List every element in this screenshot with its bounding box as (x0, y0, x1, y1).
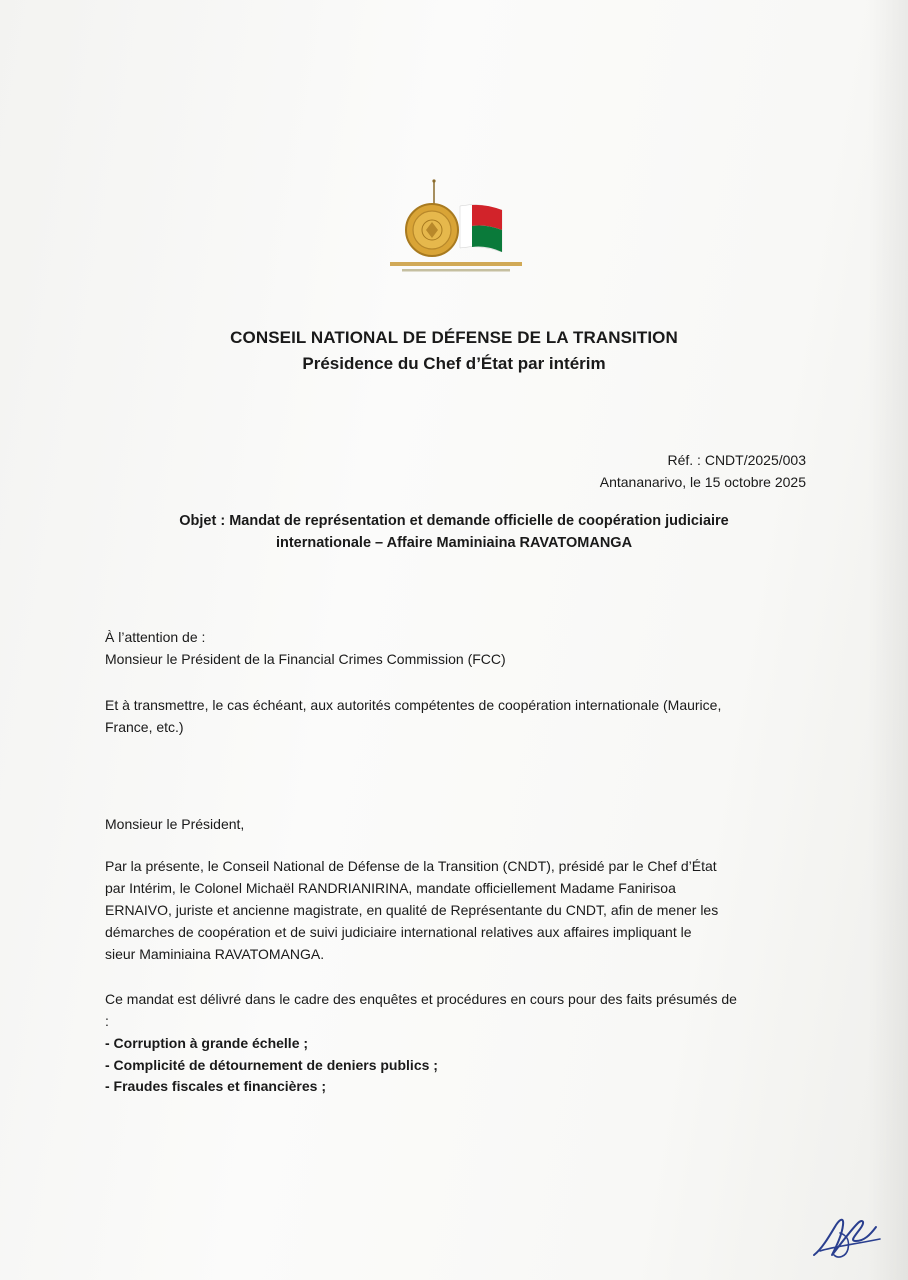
place-and-date: Antananarivo, le 15 octobre 2025 (599, 474, 806, 490)
subject-line-2: internationale – Affaire Maminiaina RAVATOMANGA (275, 535, 633, 551)
mandate-line-1: Ce mandat est délivré dans le cadre des enquêtes et procédures en cours pour des faits présumés de (105, 991, 737, 1007)
transmit-line-1: Et à transmettre, le cas échéant, aux autorités compétentes de coopération internationale (Maurice, (105, 697, 722, 713)
charge-item: - Complicité de détournement de deniers publics ; (105, 1056, 438, 1073)
attention-recipient: Monsieur le Président de la Financial Crimes Commission (FCC) (105, 651, 506, 667)
attention-label: À l’attention de : (105, 629, 206, 645)
handwritten-signature (810, 1205, 885, 1263)
subject-line (0, 510, 908, 554)
reference-number: Réf. : CNDT/2025/003 (667, 452, 806, 468)
attention-block (105, 626, 815, 670)
organization-title: CONSEIL NATIONAL DE DÉFENSE DE LA TRANSITION (230, 328, 678, 347)
salutation: Monsieur le Président, (105, 816, 245, 832)
subject-line-1: Objet : Mandat de représentation et demande officielle de coopération judiciaire (179, 513, 729, 529)
transmit-paragraph (105, 694, 815, 738)
main-line-1: Par la présente, le Conseil National de Défense de la Transition (CNDT), présidé par le Chef d’État (105, 858, 717, 874)
charge-item: - Fraudes fiscales et financières ; (105, 1078, 326, 1094)
main-line-5: sieur Maminiaina RAVATOMANGA. (105, 946, 325, 962)
charges-list (105, 1033, 815, 1098)
mandate-line-2: : (105, 1013, 109, 1029)
main-line-2: par Intérim, le Colonel Michaël RANDRIANIRINA, mandate officiellement Madame Fanirisoa (105, 880, 676, 896)
main-line-4: démarches de coopération et de suivi judiciaire international relatives aux affaires impliquant le (105, 924, 692, 940)
transmit-line-2: France, etc.) (105, 719, 184, 735)
republic-seal-logo (388, 178, 528, 278)
main-paragraph (105, 855, 815, 965)
organization-subtitle: Présidence du Chef d’État par intérim (302, 354, 606, 373)
main-line-3: ERNAIVO, juriste et ancienne magistrate, en qualité de Représentante du CNDT, afin de mener les (105, 902, 719, 918)
mandate-paragraph (105, 988, 815, 1032)
page-shadow (868, 0, 908, 1280)
charge-item: - Corruption à grande échelle ; (105, 1035, 309, 1051)
